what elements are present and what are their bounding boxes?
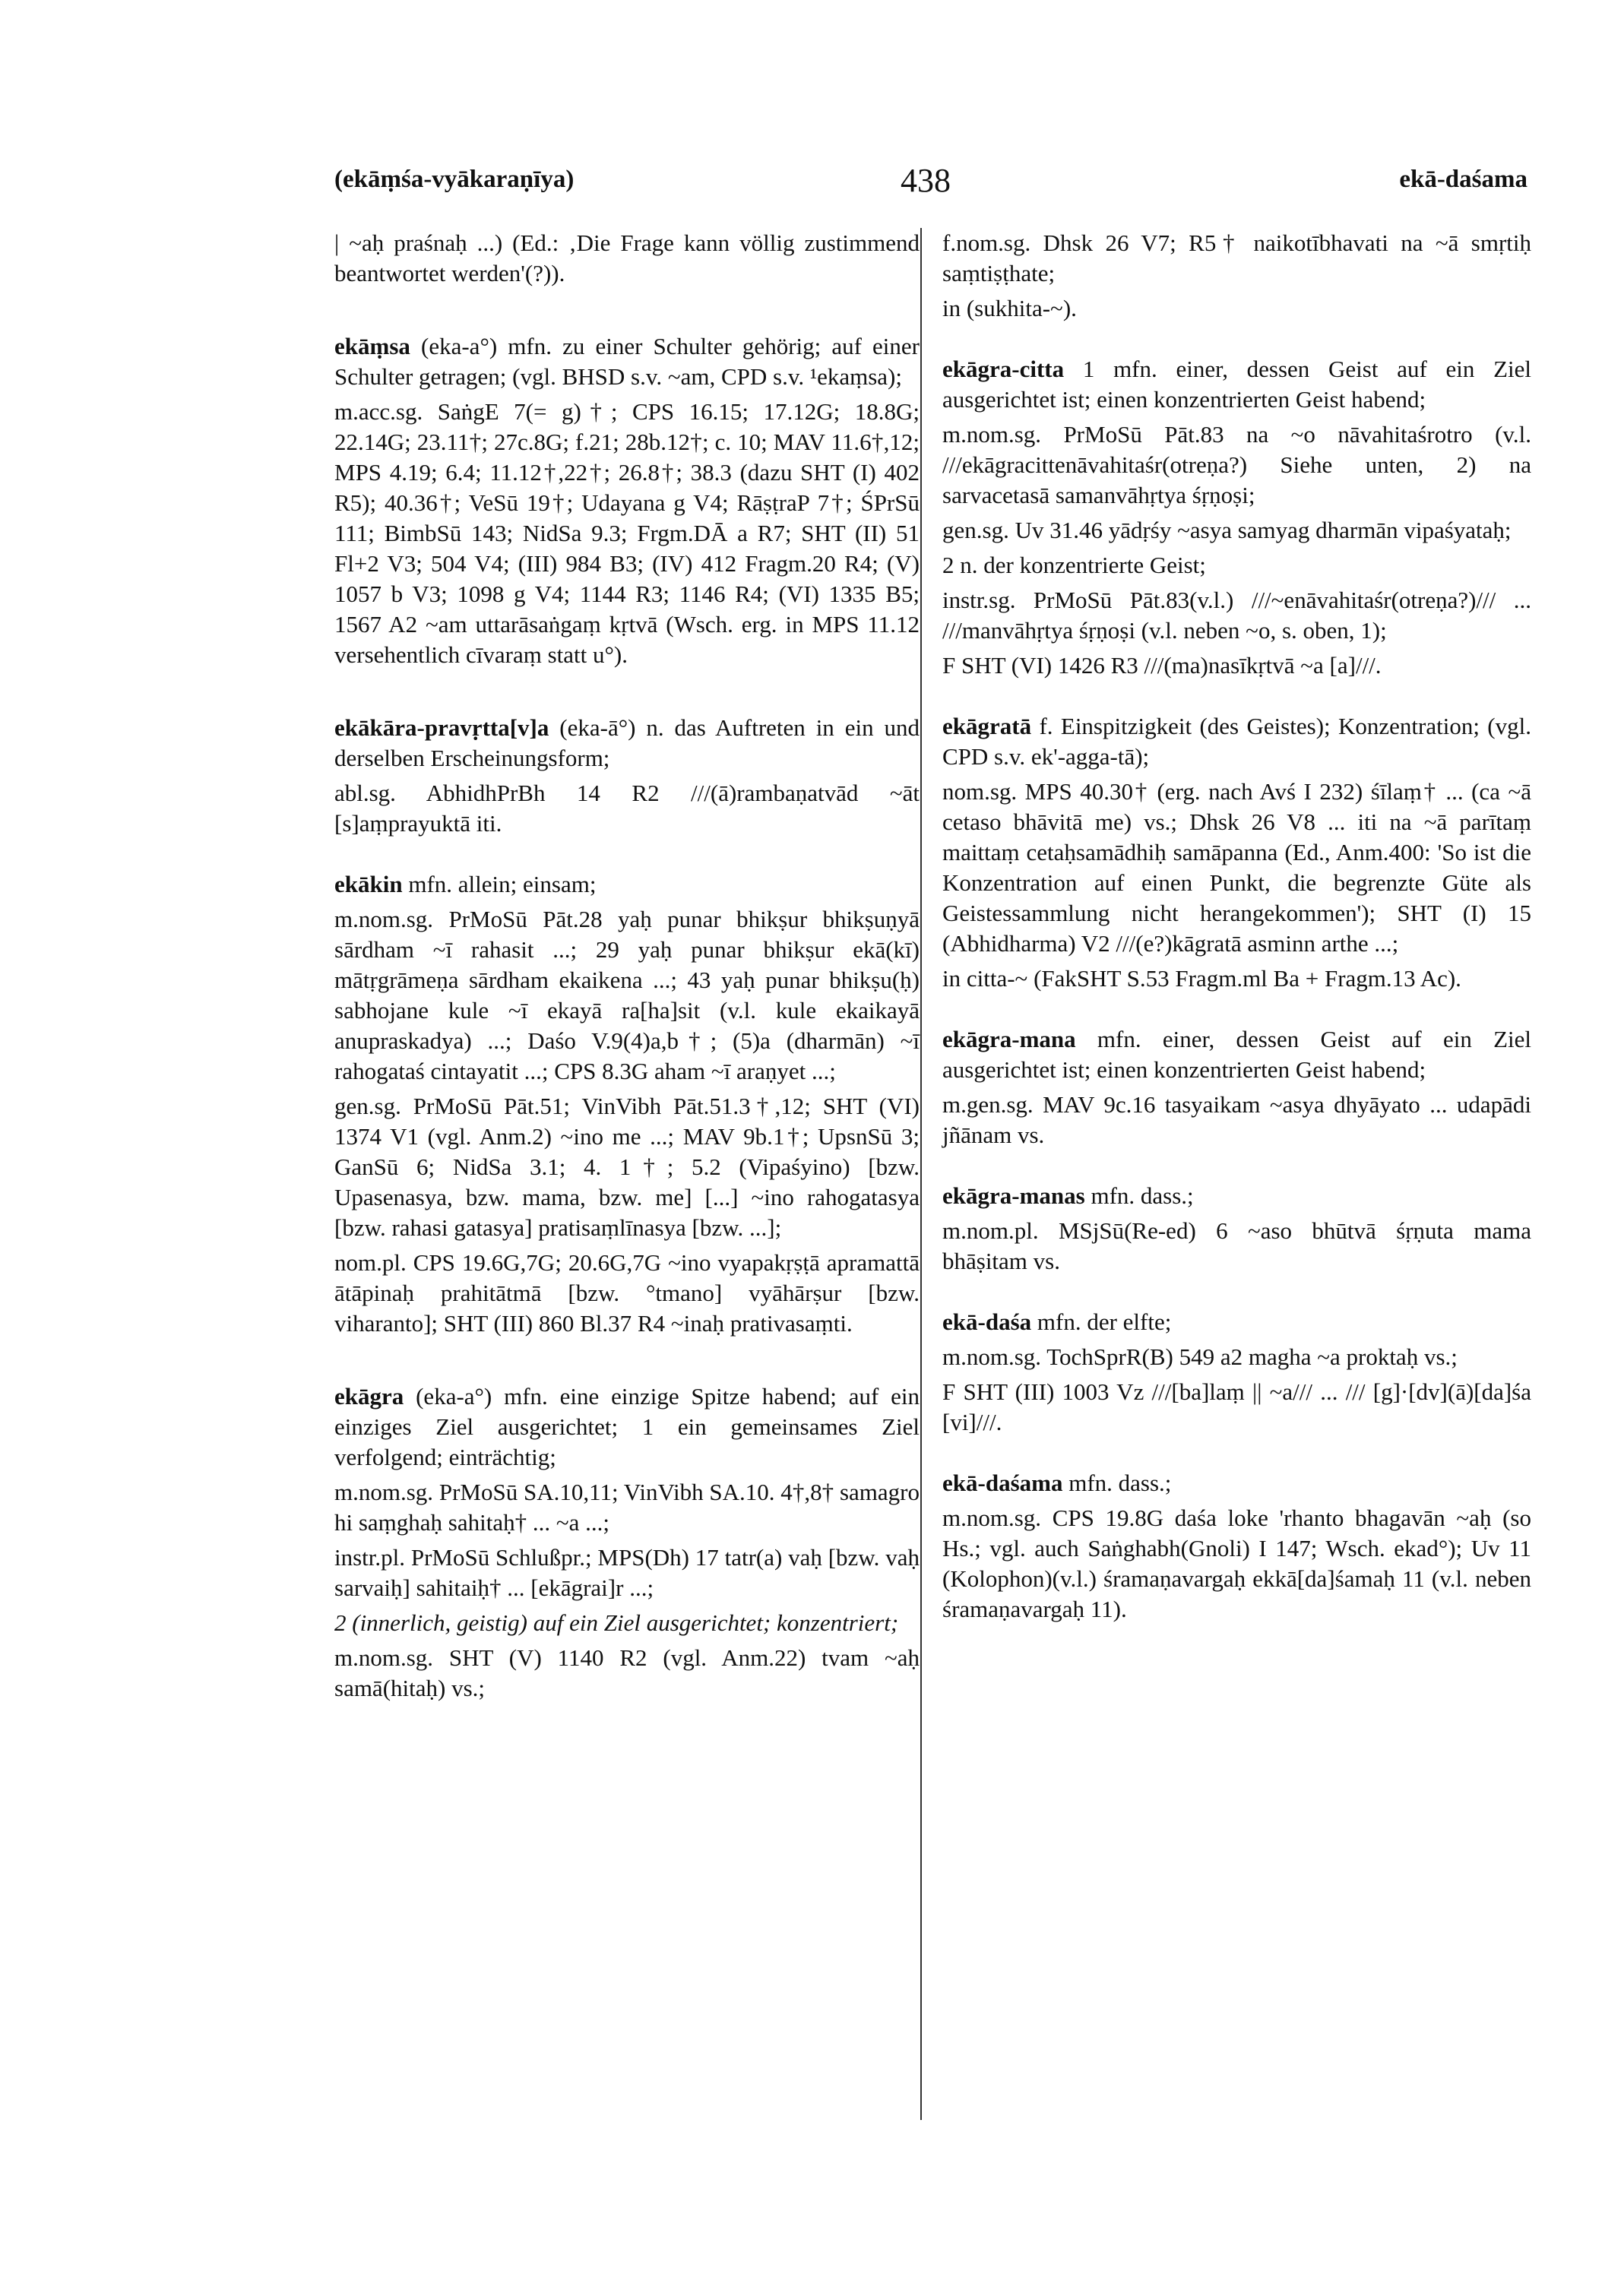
- citation: f.nom.sg. Dhsk 26 V7; R5† naikotībhavati na ~ā smṛtiḥ saṃtiṣṭhate;: [942, 229, 1531, 286]
- headword: ekā-daśa: [942, 1308, 1032, 1335]
- entry-text: | ~aḥ praśnaḥ ...) (Ed.: ‚Die Frage kann völlig zustimmend beantwortet werden'(?)).: [334, 229, 920, 286]
- entry-text: [942, 1181, 1531, 1211]
- definition: mfn. dass.;: [1068, 1470, 1172, 1496]
- entry-ekagra: [334, 1381, 920, 1704]
- entry-text: [334, 869, 920, 900]
- header-left-term: (ekāṃśa-vyākaraṇīya): [334, 166, 575, 193]
- entry-text: [942, 1307, 1531, 1337]
- entry-text: [942, 1468, 1531, 1498]
- entry-text: [334, 1381, 920, 1473]
- right-column: [942, 228, 1531, 1629]
- sense-definition: 2 (innerlich, geistig) auf ein Ziel ausgerichtet; konzentriert;: [334, 1609, 899, 1636]
- headword: ekā-daśama: [942, 1470, 1063, 1496]
- citation: instr.pl. PrMoSū Schlußpr.; MPS(Dh) 17 tatr(a) vaḥ [bzw. vaḥ sarvaiḥ] sahitaiḥ† ... [ekāgrai]r ...;: [334, 1544, 920, 1601]
- entry-text: [334, 331, 920, 392]
- citation: nom.pl. CPS 19.6G,7G; 20.6G,7G ~ino vyapakṛṣṭā apramattā ātāpinaḥ prahitātmā [bzw. °tmano] vyāhārṣur [bzw. viharanto]; SHT (III) 860 Bl.37 R4 ~inaḥ prativasaṃti.: [334, 1249, 920, 1337]
- citation: m.nom.pl. MSjSū(Re-ed) 6 ~aso bhūtvā śṛṇuta mama bhāṣitam vs.: [942, 1217, 1531, 1274]
- entry-text: [942, 1024, 1531, 1085]
- headword: ekāgra-citta: [942, 356, 1065, 382]
- citation: abl.sg. AbhidhPrBh 14 R2 ///(ā)rambaṇatvād ~āt [s]aṃprayuktā iti.: [334, 780, 920, 837]
- citation: m.nom.sg. PrMoSū SA.10,11; VinVibh SA.10. 4†,8† samagro hi saṃghaḥ sahitaḥ† ... ~a ...;: [334, 1479, 920, 1536]
- citation: m.nom.sg. SHT (V) 1140 R2 (vgl. Anm.22) tvam ~aḥ samā(hitaḥ) vs.;: [334, 1644, 920, 1701]
- citation: m.gen.sg. MAV 9c.16 tasyaikam ~asya dhyāyato ... udapādi jñānam vs.: [942, 1091, 1531, 1148]
- entry-ekakara: [334, 713, 920, 839]
- page-header: [334, 162, 1527, 211]
- left-column: [334, 228, 920, 1708]
- column-divider: [920, 228, 922, 2120]
- header-right-term: ekā-daśama: [1399, 166, 1527, 193]
- citation: F SHT (VI) 1426 R3 ///(ma)nasīkṛtvā ~a [a]///.: [942, 652, 1382, 679]
- headword: ekāgra: [334, 1383, 404, 1410]
- definition: (eka-a°) mfn. eine einzige Spitze habend; auf ein einziges Ziel ausgerichtet; 1 ein gemeinsames Ziel verfolgend; einträchtig;: [334, 1383, 920, 1470]
- citation: m.nom.sg. PrMoSū Pāt.83 na ~o nāvahitaśrotro (v.l. ///ekāgracittenāvahitaśr(otreṇa?) Siehe unten, 2) na sarvacetasā samanvāhṛtya śṛṇoṣi;: [942, 421, 1531, 508]
- citation: m.nom.sg. PrMoSū Pāt.28 yaḥ punar bhikṣur bhikṣuṇyā sārdham ~ī rahasit ...; 29 yaḥ punar bhikṣur ekā(kī) mātṛgrāmeṇa sārdham ekaikena ...; 43 yaḥ punar bhikṣu(ḥ) sabhojane kule ~ī ekayā ra[ha]sit (v.l. kule ekaikayā anupraskadya) ...; Daśo V.9(4)a,b†; (5)a (dharmān) ~ī rahogataś cintayatit ...; CPS 8.3G aham ~ī araṇyet ...;: [334, 906, 920, 1084]
- sense-definition: 2 n. der konzentrierte Geist;: [942, 552, 1206, 578]
- citation: m.nom.sg. TochSprR(B) 549 a2 magha ~a proktaḥ vs.;: [942, 1343, 1458, 1370]
- headword: ekākin: [334, 871, 403, 897]
- citation: gen.sg. PrMoSū Pāt.51; VinVibh Pāt.51.3†,12; SHT (VI) 1374 V1 (vgl. Anm.2) ~ino me ...; MAV 9b.1†; UpsnSū 3; GanSū 6; NidSa 3.1; 4. 1†; 5.2 (Vipaśyino) [bzw. Upasenasya, bzw. mama, bzw. me] [...] ~ino rahogatasya [bzw. rahasi gatasya] pratisaṃlīnasya [bzw. ...];: [334, 1093, 920, 1241]
- citation: m.nom.sg. CPS 19.8G daśa loke 'rhanto bhagavān ~aḥ (so Hs.; vgl. auch Saṅghabh(Gnoli) I 147; Wsch. ekad°); Uv 11 (Kolophon)(v.l.) śramaṇavargaḥ ekkā[da]śamaḥ 11 (v.l. neben śramaṇavargaḥ 11).: [942, 1505, 1531, 1622]
- citation: instr.sg. PrMoSū Pāt.83(v.l.) ///~enāvahitaśr(otreṇa?)/// ... ///manvāhṛtya śṛṇoṣi (v.l. neben ~o, s. oben, 1);: [942, 587, 1531, 644]
- definition: mfn. einer, dessen Geist auf ein Ziel ausgerichtet ist; einen konzentrierten Geist habend;: [942, 1026, 1532, 1083]
- headword: ekāgra-manas: [942, 1182, 1085, 1209]
- entry-ekamsa: [334, 331, 920, 670]
- definition: f. Einspitzigkeit (des Geistes); Konzentration; (vgl. CPD s.v. ek'-agga-tā);: [942, 713, 1531, 770]
- entry-ekagramanas: [942, 1181, 1531, 1277]
- entry-ekakin: [334, 869, 920, 1339]
- definition: mfn. dass.;: [1091, 1182, 1194, 1209]
- entry-ekagracitta: [942, 354, 1531, 681]
- entry-ekagramana: [942, 1024, 1531, 1150]
- headword: ekāgratā: [942, 713, 1032, 739]
- headword: ekākāra-pravṛtta[v]a: [334, 714, 549, 741]
- citation: gen.sg. Uv 31.46 yādṛśy ~asya samyag dharmān vipaśyataḥ;: [942, 517, 1512, 543]
- headword: ekāgra-mana: [942, 1026, 1076, 1052]
- cross-reference: in citta-~ (FakSHT S.53 Fragm.ml Ba + Fragm.13 Ac).: [942, 965, 1461, 992]
- entry-ekadasama: [942, 1468, 1531, 1625]
- entry-text: [942, 354, 1531, 415]
- definition: (eka-ā°) n. das Auftreten in ein und derselben Erscheinungsform;: [334, 714, 920, 771]
- headword: ekāṃsa: [334, 333, 410, 359]
- page-number: 438: [901, 162, 951, 199]
- entry-ekadasa: [942, 1307, 1531, 1438]
- definition: (eka-a°) mfn. zu einer Schulter gehörig; auf einer Schulter getragen; (vgl. BHSD s.v. ~am, CPD s.v. ¹ekaṃsa);: [334, 333, 920, 390]
- entry-continuation: [942, 228, 1531, 324]
- citation: nom.sg. MPS 40.30† (erg. nach Avś I 232) śīlaṃ† ... (ca ~ā cetaso bhāvitā me) vs.; Dhsk 26 V8 ... iti na ~ā parītaṃ maittaṃ cetaḥsamādhiḥ samāpanna (Ed., Anm.400: 'So ist die Konzentration auf einen Punkt, die begrenzte Güte als Geistessammlung nicht herangekommen'); SHT (I) 15 (Abhidharma) V2 ///(e?)kāgratā asminn arthe ...;: [942, 778, 1531, 957]
- entry-text: [942, 711, 1531, 772]
- entry-ekagrata: [942, 711, 1531, 994]
- definition: mfn. allein; einsam;: [408, 871, 597, 897]
- entry-continuation: [334, 228, 920, 289]
- cross-reference: in (sukhita-~).: [942, 295, 1077, 321]
- entry-text: [334, 713, 920, 774]
- definition: mfn. der elfte;: [1037, 1308, 1172, 1335]
- citation: F SHT (III) 1003 Vz ///[ba]laṃ || ~a/// ... /// [g]·[dv](ā)[da]śa [vi]///.: [942, 1378, 1531, 1435]
- definition: 1 mfn. einer, dessen Geist auf ein Ziel ausgerichtet ist; einen konzentrierten Geist habend;: [942, 356, 1532, 413]
- citation: m.acc.sg. SaṅgE 7(= g)†; CPS 16.15; 17.12G; 18.8G; 22.14G; 23.11†; 27c.8G; f.21; 28b.12†; c. 10; MAV 11.6†,12; MPS 4.19; 6.4; 11.12†,22†; 26.8†; 38.3 (dazu SHT (I) 402 R5); 40.36†; VeSū 19†; Udayana g V4; RāṣṭraP 7†; ŚPrSū 111; BimbSū 143; NidSa 9.3; Frgm.DĀ a R7; SHT (II) 51 Fl+2 V3; 504 V4; (III) 984 B3; (IV) 412 Fragm.20 R4; (V) 1057 b V3; 1098 g V4; 1144 R3; 1146 R4; (VI) 1335 B5; 1567 A2 ~am uttarāsaṅgaṃ kṛtvā (Wsch. erg. in MPS 11.12 versehentlich cīvaraṃ statt u°).: [334, 398, 920, 668]
